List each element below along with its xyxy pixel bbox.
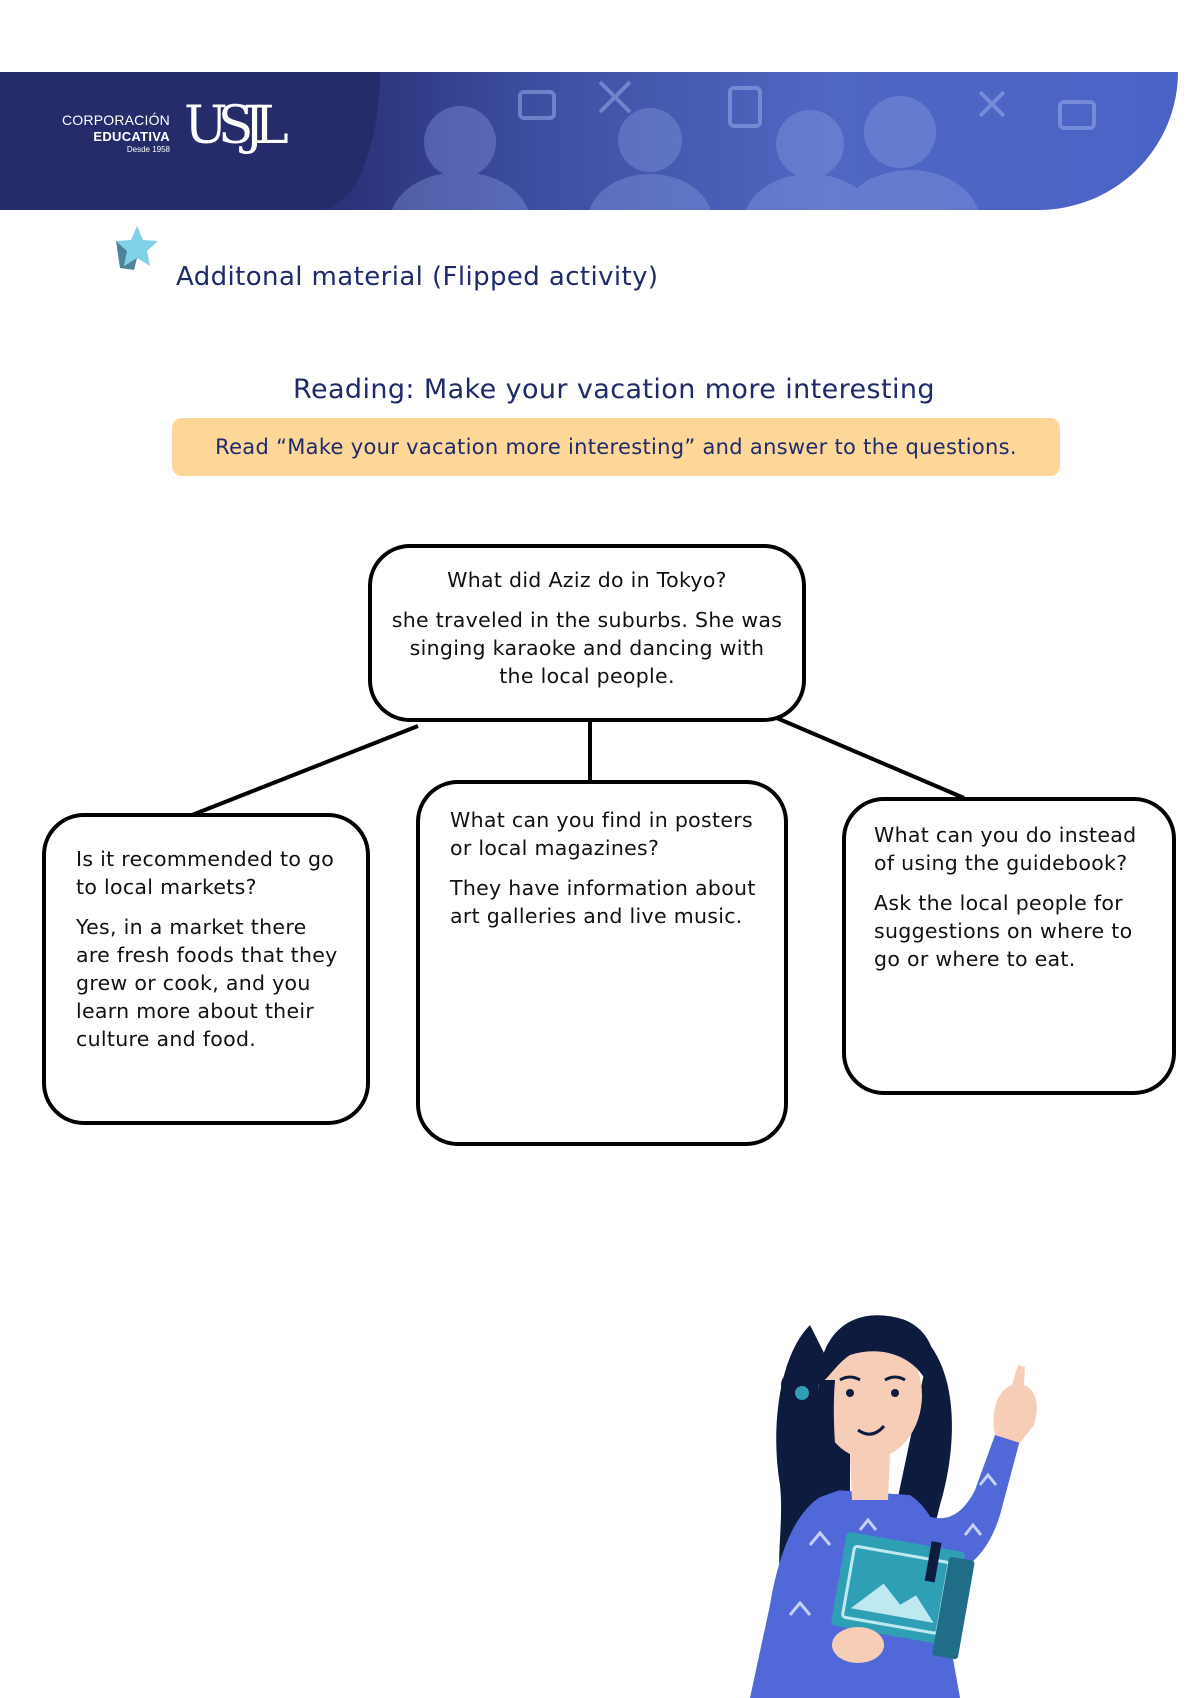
instruction-banner: Read “Make your vacation more interesting” and answer to the questions. — [172, 418, 1060, 476]
section-title: Additonal material (Flipped activity) — [176, 262, 659, 292]
answer-text: she traveled in the suburbs. She was singing karaoke and dancing with the local people. — [391, 608, 783, 688]
logo-line-3: Desde 1958 — [126, 145, 170, 154]
question-box-left — [42, 813, 370, 1125]
connector-left — [192, 726, 418, 815]
logo-mark: USJL — [184, 96, 279, 156]
reading-title: Reading: Make your vacation more interesting — [293, 374, 935, 405]
answer-text: Yes, in a market there are fresh foods that they grew or cook, and you learn more about their culture and food. — [76, 915, 338, 1051]
logo-line-2: EDUCATIVA — [93, 129, 170, 144]
answer-text: Ask the local people for suggestions on where to go or where to eat. — [874, 891, 1133, 971]
question-text: What did Aziz do in Tokyo? — [447, 568, 727, 592]
question-box-middle — [416, 780, 788, 1146]
connector-right — [772, 716, 964, 798]
question-text: What can you do instead of using the guidebook? — [874, 823, 1137, 875]
question-box-top — [368, 544, 806, 722]
question-text: What can you find in posters or local magazines? — [450, 808, 753, 860]
question-box-right — [842, 797, 1176, 1095]
answer-text: They have information about art galleries and live music. — [450, 876, 756, 928]
logo-line-1: CORPORACIÓN — [62, 112, 170, 128]
teacher-illustration — [740, 1285, 1100, 1698]
question-text: Is it recommended to go to local markets? — [76, 847, 335, 899]
